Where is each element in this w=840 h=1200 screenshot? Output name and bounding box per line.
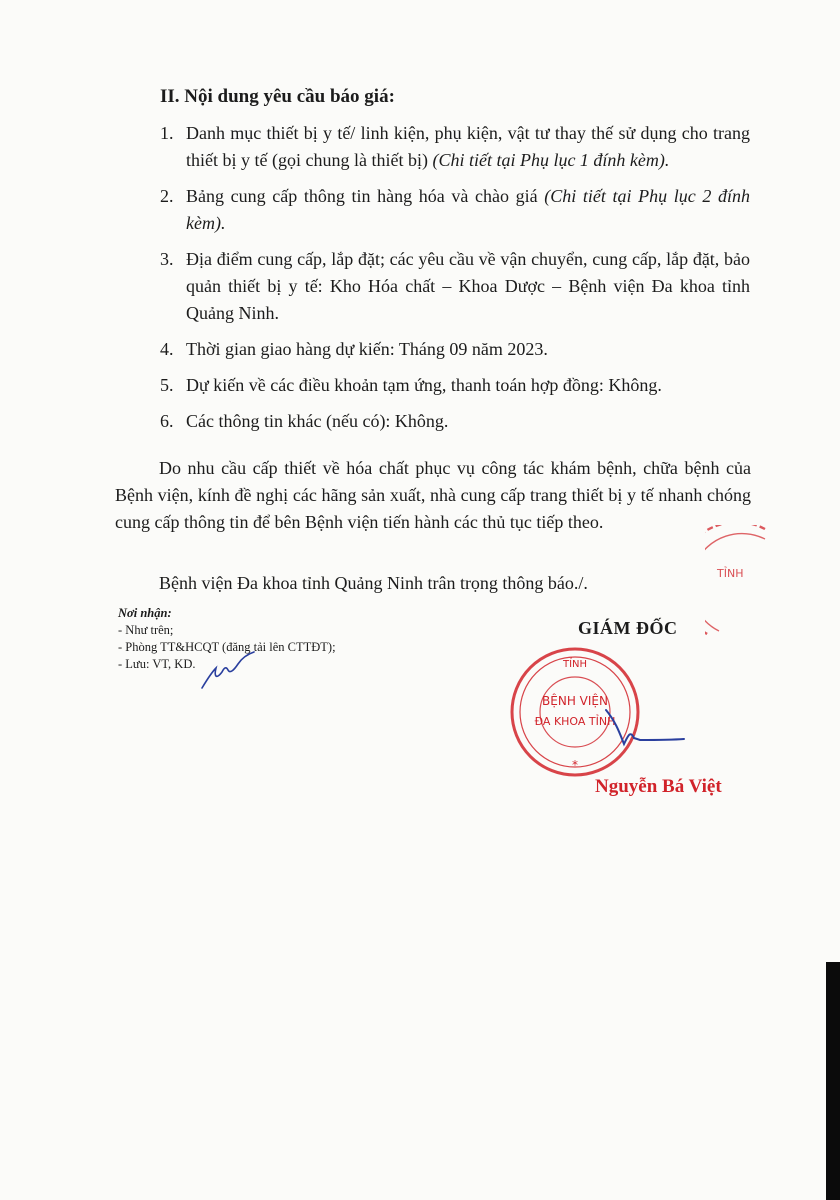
seal-line-1: BỆNH VIỆN	[542, 694, 608, 708]
recipient-line: - Phòng TT&HCQT (đăng tải lên CTTĐT);	[118, 640, 336, 654]
initial-signature-icon	[198, 650, 258, 692]
item-text: Địa điểm cung cấp, lắp đặt; các yêu cầu về vận chuyển, cung cấp, lắp đặt, bảo quản thiết bị y tế: Kho Hóa chất – Khoa Dược – Bệnh viện Đa khoa tỉnh Quảng Ninh.	[186, 249, 750, 323]
list-item	[160, 372, 750, 399]
item-note: (Chi tiết tại Phụ lục 2 đính kèm).	[186, 186, 751, 233]
seal-line-2: ĐA KHOA TỈNH	[534, 715, 616, 728]
item-body: Bảng cung cấp thông tin hàng hóa và chào giá	[186, 186, 545, 206]
partial-seal-text: TỈNH	[717, 567, 744, 580]
item-text	[186, 120, 750, 174]
item-number: 1.	[160, 123, 174, 143]
recipient-line: - Như trên;	[118, 623, 174, 637]
item-number: 5.	[160, 375, 174, 395]
list-item	[160, 336, 750, 363]
item-text: Dự kiến về các điều khoản tạm ứng, thanh toán hợp đồng: Không.	[186, 375, 662, 395]
requirements-list	[160, 120, 750, 444]
item-number: 6.	[160, 411, 174, 431]
list-item	[160, 120, 750, 174]
item-text	[186, 183, 750, 237]
recipients-label: Nơi nhận:	[118, 606, 172, 620]
item-number: 3.	[160, 249, 174, 269]
partial-seal-icon	[705, 525, 769, 645]
director-signature-icon	[600, 700, 690, 756]
recipient-line: - Lưu: VT, KD.	[118, 657, 196, 671]
item-number: 2.	[160, 186, 174, 206]
list-item	[160, 183, 750, 237]
item-text: Các thông tin khác (nếu có): Không.	[186, 411, 449, 431]
section-heading: II. Nội dung yêu cầu báo giá:	[160, 86, 395, 107]
request-paragraph: Do nhu cầu cấp thiết về hóa chất phục vụ công tác khám bệnh, chữa bệnh của Bệnh viện, kính đề nghị các hãng sản xuất, nhà cung cấp trang thiết bị y tế nhanh chóng cung cấp thông tin để bên Bệnh viện tiến hành các thủ tục tiếp theo.	[115, 458, 751, 532]
item-body: Danh mục thiết bị y tế/ linh kiện, phụ kiện, vật tư thay thế sử dụng cho trang thiết bị y tế (gọi chung là thiết bị)	[186, 123, 750, 170]
item-number: 4.	[160, 339, 174, 359]
seal-bottom-text: *	[572, 758, 578, 772]
scan-edge-bar	[826, 962, 840, 1200]
director-title: GIÁM ĐỐC	[578, 618, 678, 638]
item-text: Thời gian giao hàng dự kiến: Tháng 09 năm 2023.	[186, 339, 548, 359]
list-item	[160, 246, 750, 327]
closing-line: Bệnh viện Đa khoa tỉnh Quảng Ninh trân trọng thông báo./.	[159, 573, 588, 593]
signer-name: Nguyễn Bá Việt	[595, 776, 722, 797]
seal-top-text: TỈNH	[562, 659, 588, 670]
item-note: (Chi tiết tại Phụ lục 1 đính kèm).	[432, 150, 670, 170]
list-item	[160, 408, 750, 435]
